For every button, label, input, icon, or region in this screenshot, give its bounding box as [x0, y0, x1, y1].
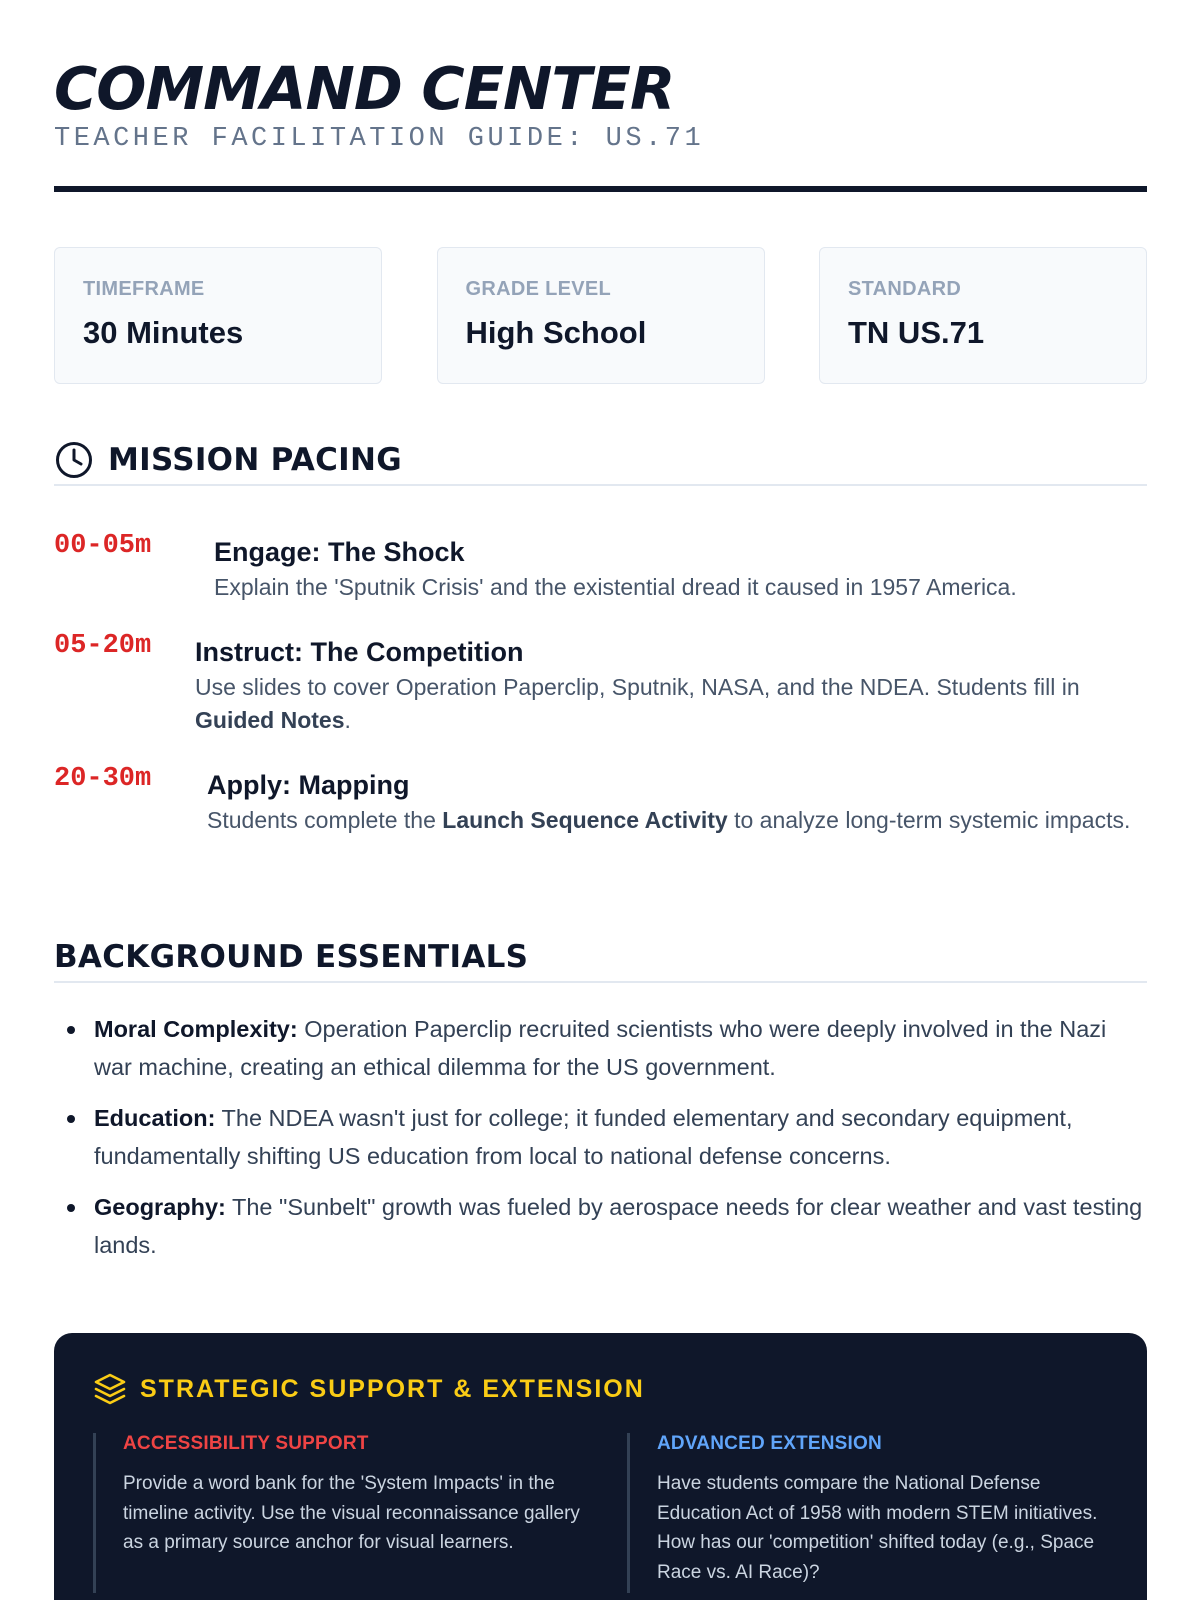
card-label: TIMEFRAME — [83, 278, 205, 300]
support-title: STRATEGIC SUPPORT & EXTENSION — [140, 1374, 645, 1403]
section-title: BACKGROUND ESSENTIALS — [54, 939, 529, 975]
pacing-body — [195, 635, 1147, 737]
description-emphasis: Guided Notes — [195, 707, 345, 733]
description-text: Students complete the — [207, 807, 443, 833]
pacing-title: Engage: The Shock — [214, 537, 465, 567]
description-emphasis: Launch Sequence Activity — [442, 807, 728, 833]
pacing-body — [214, 535, 1147, 604]
pacing-title: Apply: Mapping — [207, 770, 410, 800]
list-item — [94, 1010, 1147, 1086]
accessibility-support — [93, 1433, 583, 1593]
list-term: Geography: — [94, 1194, 226, 1220]
pacing-body — [207, 768, 1147, 837]
pacing-title: Instruct: The Competition — [195, 637, 524, 667]
clock-icon — [54, 440, 94, 480]
accessibility-label: ACCESSIBILITY SUPPORT — [123, 1433, 369, 1454]
card-label: STANDARD — [848, 278, 962, 300]
advanced-extension — [627, 1433, 1117, 1593]
mission-pacing-header — [54, 436, 1147, 486]
extension-label: ADVANCED EXTENSION — [657, 1433, 882, 1454]
card-value: 30 Minutes — [83, 315, 244, 350]
page-title: COMMAND CENTER — [54, 54, 675, 123]
grade-level-card — [437, 247, 765, 384]
pacing-time: 20-30m — [54, 764, 152, 794]
pacing-description — [214, 571, 1147, 604]
list-text: Operation Paperclip recruited scientists who were deeply involved in the Nazi war machine, creating an ethical dilemma for the US government. — [94, 1016, 1107, 1080]
list-text: The NDEA wasn't just for college; it funded elementary and secondary equipment, fundamentally shifting US education from local to national defense concerns. — [94, 1105, 1073, 1169]
list-item — [94, 1188, 1147, 1264]
pacing-description — [195, 671, 1147, 737]
page-subtitle: TEACHER FACILITATION GUIDE: US.71 — [54, 124, 705, 154]
title-divider — [54, 186, 1147, 192]
strategic-support-panel — [54, 1333, 1147, 1600]
section-title: MISSION PACING — [108, 442, 403, 478]
timeframe-card — [54, 247, 382, 384]
layers-icon — [92, 1371, 128, 1407]
extension-text: Have students compare the National Defense Education Act of 1958 with modern STEM initiatives. How has our 'competition' shifted today (e.g., Space Race vs. AI Race)? — [657, 1473, 1098, 1583]
pacing-time: 00-05m — [54, 531, 152, 561]
background-list — [94, 1010, 1147, 1277]
list-term: Moral Complexity: — [94, 1016, 298, 1042]
list-term: Education: — [94, 1105, 216, 1131]
standard-card — [819, 247, 1147, 384]
list-text: The "Sunbelt" growth was fueled by aerospace needs for clear weather and vast testing lands. — [94, 1194, 1143, 1258]
support-header — [92, 1371, 645, 1407]
description-text: Explain the 'Sputnik Crisis' and the existential dread it caused in 1957 America. — [214, 574, 1017, 600]
card-value: High School — [465, 315, 647, 350]
pacing-description — [207, 804, 1147, 837]
background-essentials-header — [54, 933, 1147, 983]
description-text: to analyze long-term systemic impacts. — [727, 807, 1131, 833]
description-text: . — [344, 707, 351, 733]
list-item — [94, 1099, 1147, 1175]
pacing-time: 05-20m — [54, 631, 152, 661]
accessibility-text: Provide a word bank for the 'System Impacts' in the timeline activity. Use the visual reconnaissance gallery as a primary source anchor for visual learners. — [123, 1473, 580, 1553]
description-text: Use slides to cover Operation Paperclip, Sputnik, NASA, and the NDEA. Students fill in — [195, 674, 1080, 700]
card-value: TN US.71 — [848, 315, 985, 350]
card-label: GRADE LEVEL — [465, 278, 612, 300]
info-cards — [54, 247, 1147, 384]
